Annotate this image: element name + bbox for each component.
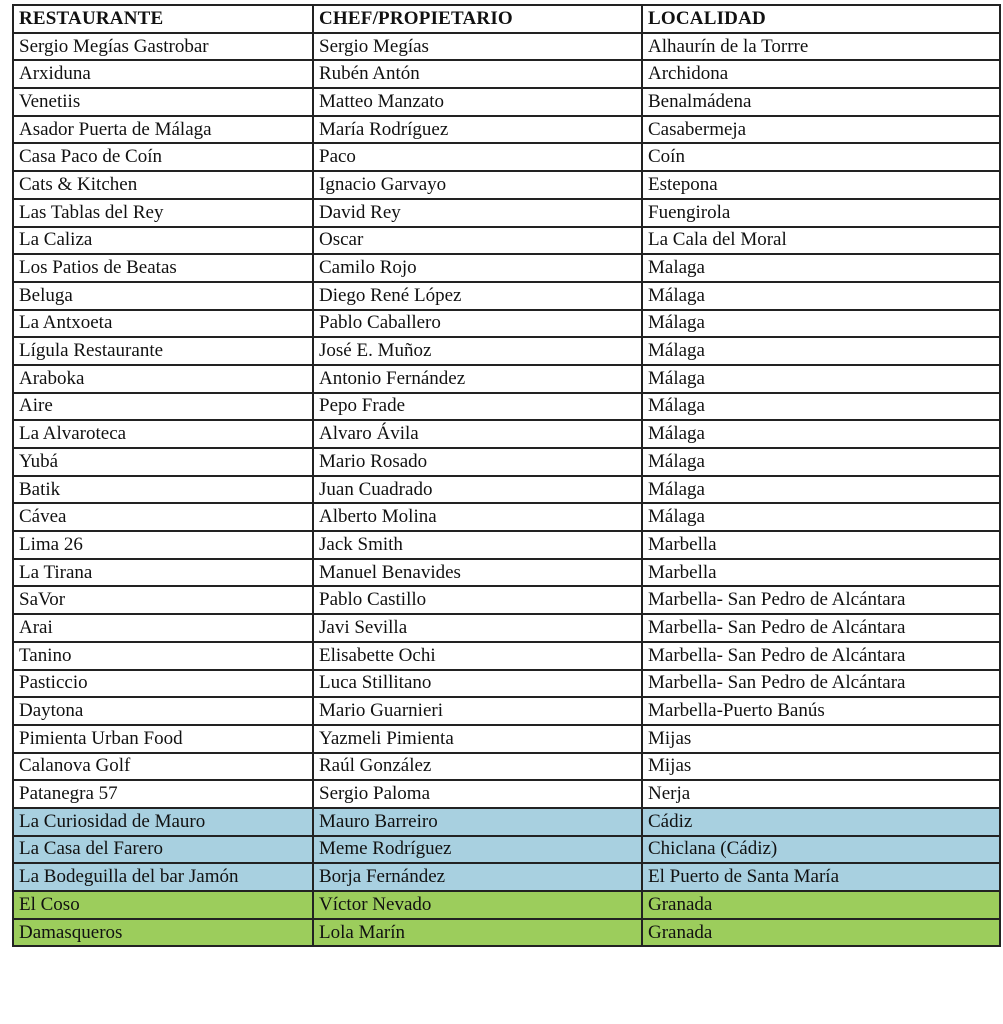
cell-localidad[interactable]: Granada <box>642 891 1000 919</box>
cell-restaurante[interactable]: Cávea <box>13 503 313 531</box>
table-row <box>13 227 1000 255</box>
restaurant-table <box>12 4 1001 947</box>
table-row <box>13 254 1000 282</box>
cell-chef[interactable]: Camilo Rojo <box>313 254 642 282</box>
cell-localidad[interactable]: Mijas <box>642 753 1000 781</box>
cell-localidad[interactable]: Málaga <box>642 393 1000 421</box>
table-row <box>13 836 1000 864</box>
cell-chef[interactable]: Juan Cuadrado <box>313 476 642 504</box>
cell-chef[interactable]: Mario Guarnieri <box>313 697 642 725</box>
cell-restaurante[interactable]: Lima 26 <box>13 531 313 559</box>
cell-localidad[interactable]: Granada <box>642 919 1000 947</box>
table-row <box>13 393 1000 421</box>
header-localidad[interactable]: LOCALIDAD <box>642 5 1000 33</box>
cell-chef[interactable]: Paco <box>313 143 642 171</box>
cell-restaurante[interactable]: El Coso <box>13 891 313 919</box>
table-row <box>13 503 1000 531</box>
cell-chef[interactable]: Lola Marín <box>313 919 642 947</box>
cell-localidad[interactable]: Fuengirola <box>642 199 1000 227</box>
cell-chef[interactable]: Jack Smith <box>313 531 642 559</box>
cell-restaurante[interactable]: Calanova Golf <box>13 753 313 781</box>
cell-restaurante[interactable]: Patanegra 57 <box>13 780 313 808</box>
cell-restaurante[interactable]: Asador Puerta de Málaga <box>13 116 313 144</box>
table-row <box>13 60 1000 88</box>
cell-restaurante[interactable]: Lígula Restaurante <box>13 337 313 365</box>
cell-restaurante[interactable]: Daytona <box>13 697 313 725</box>
cell-chef[interactable]: Raúl González <box>313 753 642 781</box>
table-row <box>13 310 1000 338</box>
cell-restaurante[interactable]: Venetiis <box>13 88 313 116</box>
cell-localidad[interactable]: El Puerto de Santa María <box>642 863 1000 891</box>
table-row <box>13 337 1000 365</box>
header-row <box>13 5 1000 33</box>
cell-chef[interactable]: Elisabette Ochi <box>313 642 642 670</box>
table-row <box>13 531 1000 559</box>
cell-localidad[interactable]: Casabermeja <box>642 116 1000 144</box>
cell-localidad[interactable]: Marbella- San Pedro de Alcántara <box>642 670 1000 698</box>
cell-restaurante[interactable]: La Alvaroteca <box>13 420 313 448</box>
cell-chef[interactable]: Mauro Barreiro <box>313 808 642 836</box>
cell-restaurante[interactable]: Arxiduna <box>13 60 313 88</box>
table-row <box>13 476 1000 504</box>
cell-localidad[interactable]: Málaga <box>642 365 1000 393</box>
cell-chef[interactable]: Diego René López <box>313 282 642 310</box>
cell-restaurante[interactable]: La Casa del Farero <box>13 836 313 864</box>
header-restaurante[interactable]: RESTAURANTE <box>13 5 313 33</box>
table-row <box>13 365 1000 393</box>
cell-localidad[interactable]: Marbella- San Pedro de Alcántara <box>642 614 1000 642</box>
cell-localidad[interactable]: Alhaurín de la Torrre <box>642 33 1000 61</box>
table-row <box>13 559 1000 587</box>
cell-chef[interactable]: Mario Rosado <box>313 448 642 476</box>
cell-restaurante[interactable]: Araboka <box>13 365 313 393</box>
cell-localidad[interactable]: Marbella <box>642 531 1000 559</box>
cell-chef[interactable]: José E. Muñoz <box>313 337 642 365</box>
table-row <box>13 420 1000 448</box>
cell-localidad[interactable]: Marbella- San Pedro de Alcántara <box>642 642 1000 670</box>
header-chef-propietario[interactable]: CHEF/PROPIETARIO <box>313 5 642 33</box>
cell-chef[interactable]: Luca Stillitano <box>313 670 642 698</box>
cell-restaurante[interactable]: Los Patios de Beatas <box>13 254 313 282</box>
cell-restaurante[interactable]: Beluga <box>13 282 313 310</box>
table-row <box>13 780 1000 808</box>
cell-localidad[interactable]: Nerja <box>642 780 1000 808</box>
cell-restaurante[interactable]: La Curiosidad de Mauro <box>13 808 313 836</box>
cell-localidad[interactable]: Chiclana (Cádiz) <box>642 836 1000 864</box>
table-row <box>13 614 1000 642</box>
cell-localidad[interactable]: Coín <box>642 143 1000 171</box>
table-row <box>13 670 1000 698</box>
cell-restaurante[interactable]: Cats & Kitchen <box>13 171 313 199</box>
cell-localidad[interactable]: Málaga <box>642 420 1000 448</box>
table-row <box>13 33 1000 61</box>
table-row <box>13 282 1000 310</box>
cell-restaurante[interactable]: Arai <box>13 614 313 642</box>
cell-restaurante[interactable]: Pimienta Urban Food <box>13 725 313 753</box>
cell-localidad[interactable]: Málaga <box>642 310 1000 338</box>
cell-localidad[interactable]: Benalmádena <box>642 88 1000 116</box>
cell-chef[interactable]: Pablo Caballero <box>313 310 642 338</box>
cell-chef[interactable]: Antonio Fernández <box>313 365 642 393</box>
cell-localidad[interactable]: Archidona <box>642 60 1000 88</box>
table-row <box>13 863 1000 891</box>
cell-restaurante[interactable]: Aire <box>13 393 313 421</box>
cell-localidad[interactable]: Marbella <box>642 559 1000 587</box>
cell-restaurante[interactable]: Yubá <box>13 448 313 476</box>
cell-localidad[interactable]: Malaga <box>642 254 1000 282</box>
table-row <box>13 753 1000 781</box>
cell-chef[interactable]: David Rey <box>313 199 642 227</box>
cell-chef[interactable]: Víctor Nevado <box>313 891 642 919</box>
cell-localidad[interactable]: La Cala del Moral <box>642 227 1000 255</box>
cell-localidad[interactable]: Cádiz <box>642 808 1000 836</box>
table-row <box>13 88 1000 116</box>
cell-restaurante[interactable]: La Caliza <box>13 227 313 255</box>
cell-restaurante[interactable]: SaVor <box>13 586 313 614</box>
cell-restaurante[interactable]: Tanino <box>13 642 313 670</box>
cell-localidad[interactable]: Marbella-Puerto Banús <box>642 697 1000 725</box>
cell-restaurante[interactable]: La Tirana <box>13 559 313 587</box>
cell-chef[interactable]: Ignacio Garvayo <box>313 171 642 199</box>
table-row <box>13 725 1000 753</box>
cell-chef[interactable]: Sergio Paloma <box>313 780 642 808</box>
cell-restaurante[interactable]: Las Tablas del Rey <box>13 199 313 227</box>
cell-chef[interactable]: Sergio Megías <box>313 33 642 61</box>
table-row <box>13 143 1000 171</box>
cell-chef[interactable]: Pablo Castillo <box>313 586 642 614</box>
table-row <box>13 586 1000 614</box>
cell-chef[interactable]: Matteo Manzato <box>313 88 642 116</box>
cell-restaurante[interactable]: Sergio Megías Gastrobar <box>13 33 313 61</box>
spreadsheet <box>12 4 1001 947</box>
table-row <box>13 808 1000 836</box>
cell-restaurante[interactable]: Casa Paco de Coín <box>13 143 313 171</box>
cell-chef[interactable]: Borja Fernández <box>313 863 642 891</box>
table-row <box>13 448 1000 476</box>
cell-chef[interactable]: Alvaro Ávila <box>313 420 642 448</box>
cell-chef[interactable]: Pepo Frade <box>313 393 642 421</box>
table-row <box>13 919 1000 947</box>
cell-chef[interactable]: Rubén Antón <box>313 60 642 88</box>
table-row <box>13 171 1000 199</box>
cell-chef[interactable]: Yazmeli Pimienta <box>313 725 642 753</box>
cell-localidad[interactable]: Marbella- San Pedro de Alcántara <box>642 586 1000 614</box>
table-row <box>13 199 1000 227</box>
cell-chef[interactable]: Manuel Benavides <box>313 559 642 587</box>
cell-chef[interactable]: Oscar <box>313 227 642 255</box>
cell-localidad[interactable]: Málaga <box>642 503 1000 531</box>
cell-chef[interactable]: Javi Sevilla <box>313 614 642 642</box>
cell-restaurante[interactable]: Batik <box>13 476 313 504</box>
cell-localidad[interactable]: Málaga <box>642 476 1000 504</box>
cell-localidad[interactable]: Málaga <box>642 337 1000 365</box>
cell-localidad[interactable]: Estepona <box>642 171 1000 199</box>
cell-restaurante[interactable]: Pasticcio <box>13 670 313 698</box>
cell-chef[interactable]: Meme Rodríguez <box>313 836 642 864</box>
cell-chef[interactable]: Alberto Molina <box>313 503 642 531</box>
cell-localidad[interactable]: Mijas <box>642 725 1000 753</box>
cell-restaurante[interactable]: La Antxoeta <box>13 310 313 338</box>
table-row <box>13 891 1000 919</box>
cell-localidad[interactable]: Málaga <box>642 282 1000 310</box>
cell-localidad[interactable]: Málaga <box>642 448 1000 476</box>
table-row <box>13 697 1000 725</box>
table-row <box>13 642 1000 670</box>
table-row <box>13 116 1000 144</box>
cell-chef[interactable]: María Rodríguez <box>313 116 642 144</box>
cell-restaurante[interactable]: Damasqueros <box>13 919 313 947</box>
cell-restaurante[interactable]: La Bodeguilla del bar Jamón <box>13 863 313 891</box>
